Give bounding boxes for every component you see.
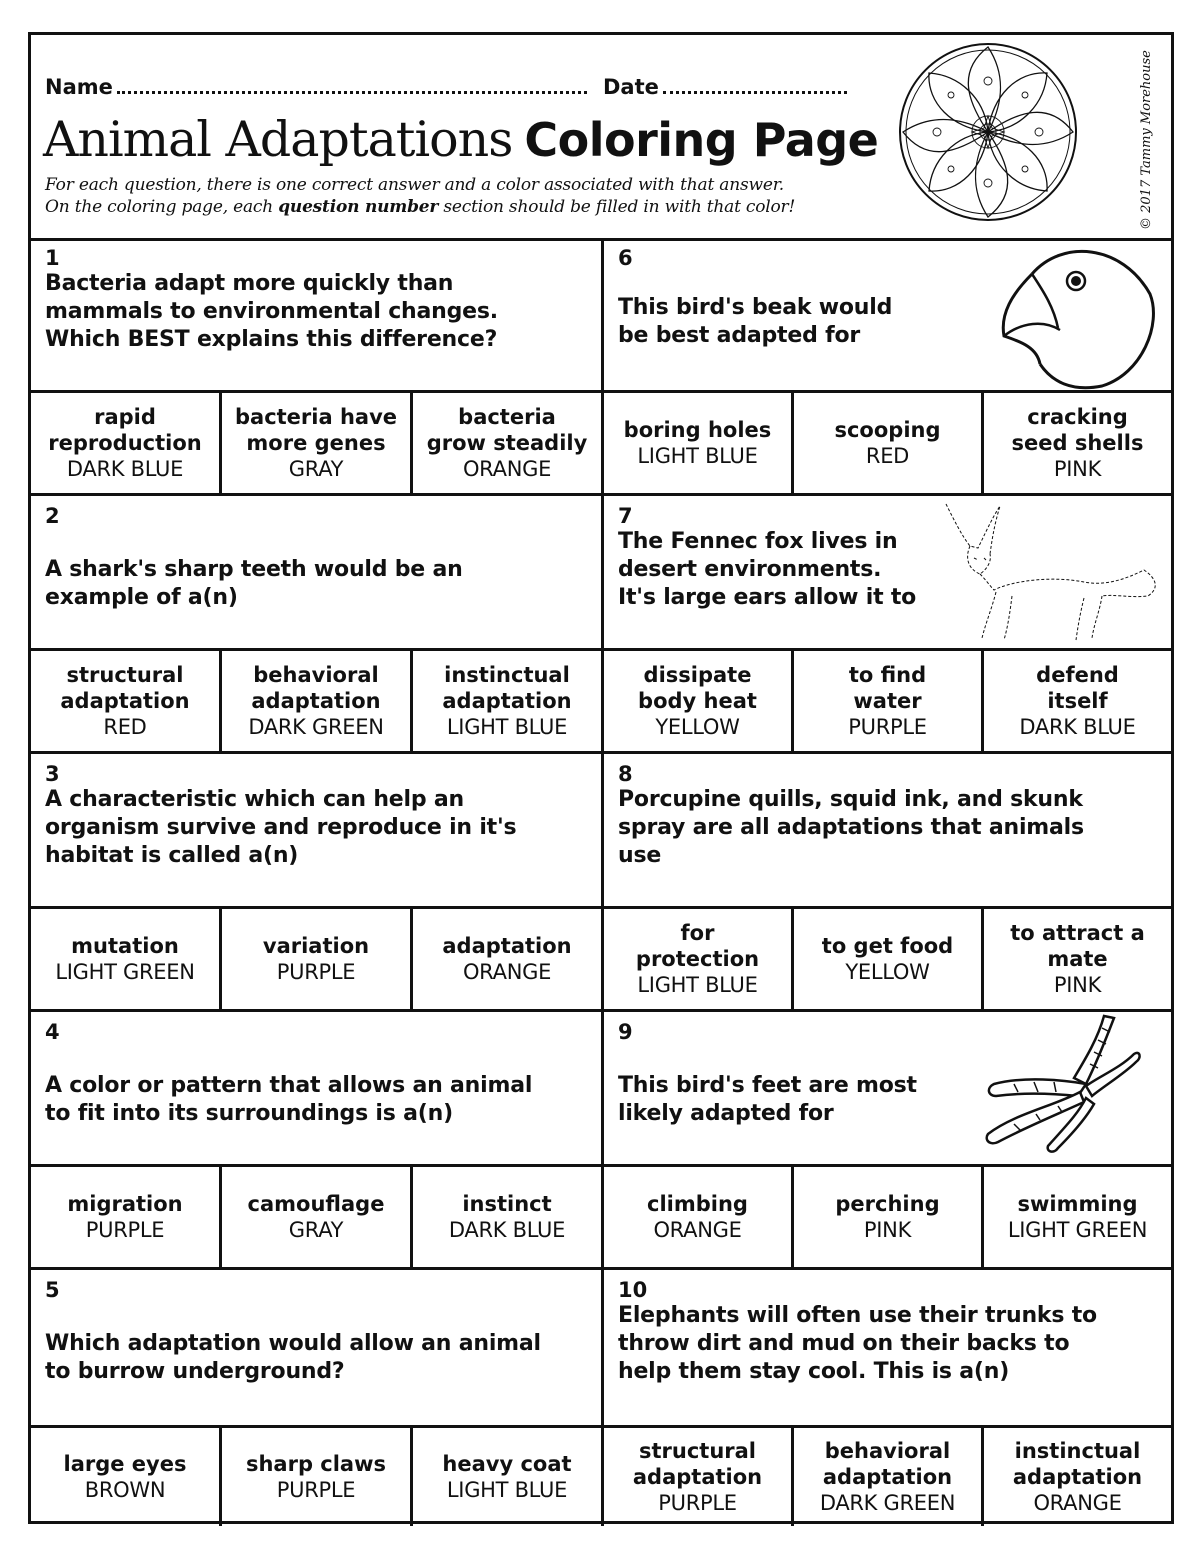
answer-color: ORANGE <box>462 457 552 481</box>
question-text: Bacteria adapt more quickly than mammals to environmental changes. Which BEST explains this difference? <box>45 271 498 352</box>
answer-label: to get food <box>821 934 954 958</box>
answer-color: PINK <box>863 1218 912 1242</box>
answer-option[interactable] <box>222 393 413 493</box>
answers-question-9 <box>604 1167 1171 1267</box>
answer-option[interactable] <box>222 909 413 1009</box>
answer-label: camouflage <box>247 1192 385 1216</box>
question-text: The Fennec fox lives in desert environments. It's large ears allow it to <box>618 529 917 610</box>
answer-option[interactable] <box>31 651 222 751</box>
finch-head-icon <box>992 244 1164 392</box>
question-text: A shark's sharp teeth would be an example of a(n) <box>45 557 463 610</box>
answer-row-5 <box>31 1428 1171 1526</box>
answer-option[interactable] <box>222 1428 413 1526</box>
answer-color: DARK GREEN <box>248 715 384 739</box>
answer-label: climbing <box>647 1192 748 1216</box>
name-label: Name <box>45 75 113 99</box>
fennec-fox-icon <box>934 500 1164 646</box>
answers-question-5 <box>31 1428 601 1526</box>
answer-label: bacteria have more genes <box>234 405 398 455</box>
answer-option[interactable] <box>794 909 984 1009</box>
answers-question-10 <box>604 1428 1171 1526</box>
question-3 <box>31 754 601 906</box>
answer-color: RED <box>865 444 910 468</box>
answer-option[interactable] <box>222 1167 413 1267</box>
answer-color: LIGHT GREEN <box>1007 1218 1148 1242</box>
question-number: 3 <box>45 762 60 786</box>
answer-label: instinctual adaptation <box>1012 1439 1143 1489</box>
answer-label: structural adaptation <box>60 663 190 713</box>
question-2 <box>31 496 601 648</box>
answer-color: DARK BLUE <box>66 457 184 481</box>
answer-label: behavioral adaptation <box>251 663 381 713</box>
answer-color: PINK <box>1053 973 1102 997</box>
question-text: This bird's beak would be best adapted for <box>618 295 893 348</box>
instruction-emphasis: question number <box>278 197 439 217</box>
answer-label: defend itself <box>1036 663 1119 713</box>
answer-label: dissipate body heat <box>638 663 757 713</box>
question-text: Elephants will often use their trunks to throw dirt and mud on their backs to help them stay cool. This is a(n) <box>618 1303 1097 1384</box>
answer-label: variation <box>262 934 370 958</box>
answer-option[interactable] <box>984 909 1171 1009</box>
question-text: This bird's feet are most likely adapted for <box>618 1073 917 1126</box>
question-1 <box>31 238 601 390</box>
answers-question-7 <box>604 651 1171 751</box>
answers-question-2 <box>31 651 601 751</box>
answer-label: rapid reproduction <box>48 405 202 455</box>
answer-label: large eyes <box>63 1452 187 1476</box>
answers-question-8 <box>604 909 1171 1009</box>
question-text: Which adaptation would allow an animal to burrow underground? <box>45 1331 541 1384</box>
answer-color: DARK BLUE <box>1019 715 1136 739</box>
name-line[interactable] <box>117 73 587 94</box>
answer-label: adaptation <box>442 934 572 958</box>
question-number: 9 <box>618 1020 633 1044</box>
question-row-1 <box>31 238 1171 393</box>
instruction-line-1: For each question, there is one correct answer and a color associated with that answer. <box>45 175 784 195</box>
instruction-text-a: On the coloring page, each <box>45 197 273 217</box>
question-4 <box>31 1012 601 1164</box>
question-number: 6 <box>618 246 633 270</box>
answer-color: LIGHT BLUE <box>446 715 568 739</box>
answer-color: PURPLE <box>276 960 356 984</box>
answer-option[interactable] <box>413 651 601 751</box>
answer-color: PURPLE <box>276 1478 356 1502</box>
answer-color: LIGHT GREEN <box>55 960 195 984</box>
answer-label: to attract a mate <box>1010 921 1145 971</box>
answer-option[interactable] <box>222 651 413 751</box>
question-number: 8 <box>618 762 633 786</box>
question-9 <box>604 1012 1171 1164</box>
question-grid <box>31 238 1171 1526</box>
answers-question-6 <box>604 393 1171 493</box>
answer-option[interactable] <box>794 1167 984 1267</box>
question-number: 2 <box>45 504 60 528</box>
answer-color: GRAY <box>288 457 344 481</box>
question-number: 5 <box>45 1278 60 1302</box>
question-number: 10 <box>618 1278 648 1302</box>
instruction-line-2 <box>45 196 795 218</box>
answer-label: behavioral adaptation <box>822 1439 953 1489</box>
answer-color: YELLOW <box>655 715 740 739</box>
answer-color: BROWN <box>84 1478 166 1502</box>
question-text: Porcupine quills, squid ink, and skunk spray are all adaptations that animals use <box>618 787 1084 868</box>
answer-label: bacteria grow steadily <box>426 405 588 455</box>
answer-row-4 <box>31 1167 1171 1270</box>
question-5 <box>31 1270 601 1425</box>
instruction-text-c: section should be filled in with that color! <box>443 197 796 217</box>
answer-label: heavy coat <box>442 1452 572 1476</box>
answer-option[interactable] <box>413 909 601 1009</box>
answer-option[interactable] <box>413 1167 601 1267</box>
answer-color: GRAY <box>288 1218 344 1242</box>
answer-color: PURPLE <box>658 1491 737 1515</box>
answer-option[interactable] <box>31 1167 222 1267</box>
question-row-5 <box>31 1270 1171 1428</box>
answer-option[interactable] <box>984 1167 1171 1267</box>
answer-color: LIGHT BLUE <box>446 1478 568 1502</box>
answer-option[interactable] <box>31 1428 222 1526</box>
answer-color: DARK BLUE <box>448 1218 566 1242</box>
answer-row-1 <box>31 393 1171 496</box>
answer-label: migration <box>67 1192 183 1216</box>
answer-color: ORANGE <box>653 1218 742 1242</box>
answer-option[interactable] <box>604 651 794 751</box>
answer-option[interactable] <box>794 651 984 751</box>
answer-color: PURPLE <box>85 1218 165 1242</box>
answer-option[interactable] <box>984 393 1171 493</box>
answer-color: DARK GREEN <box>819 1491 956 1515</box>
answer-option[interactable] <box>31 393 222 493</box>
answers-question-4 <box>31 1167 601 1267</box>
question-number: 1 <box>45 246 60 270</box>
worksheet <box>28 32 1174 1524</box>
answer-option[interactable] <box>794 393 984 493</box>
question-number: 7 <box>618 504 633 528</box>
answer-label: scooping <box>834 418 941 442</box>
answer-row-3 <box>31 909 1171 1012</box>
answer-color: LIGHT BLUE <box>637 444 758 468</box>
question-8 <box>604 754 1171 906</box>
answer-label: instinct <box>462 1192 552 1216</box>
answer-option[interactable] <box>413 1428 601 1526</box>
answer-color: ORANGE <box>462 960 552 984</box>
page-title <box>43 111 878 168</box>
answer-option[interactable] <box>604 909 794 1009</box>
date-label: Date <box>603 75 659 99</box>
answer-color: RED <box>103 715 147 739</box>
answer-label: cracking seed shells <box>1011 405 1144 455</box>
copyright-notice: © 2017 Tammy Morehouse <box>1139 50 1154 230</box>
question-10 <box>604 1270 1171 1425</box>
answer-label: sharp claws <box>245 1452 387 1476</box>
answer-row-2 <box>31 651 1171 754</box>
question-6 <box>604 238 1171 390</box>
worksheet-header <box>31 35 1171 241</box>
answer-label: mutation <box>71 934 179 958</box>
date-field <box>603 73 847 99</box>
answer-color: PURPLE <box>848 715 927 739</box>
answers-question-1 <box>31 393 601 493</box>
question-text: A characteristic which can help an organism survive and reproduce in it's habitat is called a(n) <box>45 787 517 868</box>
answer-color: PINK <box>1053 457 1102 481</box>
question-row-2 <box>31 496 1171 651</box>
answer-option[interactable] <box>984 1428 1171 1526</box>
answer-option[interactable] <box>984 651 1171 751</box>
bird-foot-icon <box>974 1014 1144 1154</box>
answer-label: perching <box>835 1192 940 1216</box>
answer-label: instinctual adaptation <box>442 663 572 713</box>
question-row-3 <box>31 754 1171 909</box>
question-7 <box>604 496 1171 648</box>
answer-option[interactable] <box>413 393 601 493</box>
answer-option[interactable] <box>794 1428 984 1526</box>
answer-option[interactable] <box>604 1167 794 1267</box>
answer-option[interactable] <box>604 1428 794 1526</box>
answer-label: for protection <box>635 921 760 971</box>
instructions <box>45 174 795 218</box>
answer-label: to find water <box>848 663 927 713</box>
question-text: A color or pattern that allows an animal to fit into its surroundings is a(n) <box>45 1073 533 1126</box>
answer-color: ORANGE <box>1033 1491 1122 1515</box>
title-bold: Coloring Page <box>524 113 879 167</box>
question-number: 4 <box>45 1020 60 1044</box>
title-script: Animal Adaptations <box>43 111 513 168</box>
answer-label: swimming <box>1017 1192 1138 1216</box>
answer-option[interactable] <box>604 393 794 493</box>
date-line[interactable] <box>663 73 847 94</box>
answer-color: YELLOW <box>845 960 930 984</box>
answer-color: LIGHT BLUE <box>637 973 758 997</box>
answer-label: boring holes <box>623 418 772 442</box>
question-row-4 <box>31 1012 1171 1167</box>
answer-option[interactable] <box>31 909 222 1009</box>
name-field <box>45 73 587 99</box>
answers-question-3 <box>31 909 601 1009</box>
mandala-icon <box>897 41 1079 223</box>
answer-label: structural adaptation <box>632 1439 763 1489</box>
